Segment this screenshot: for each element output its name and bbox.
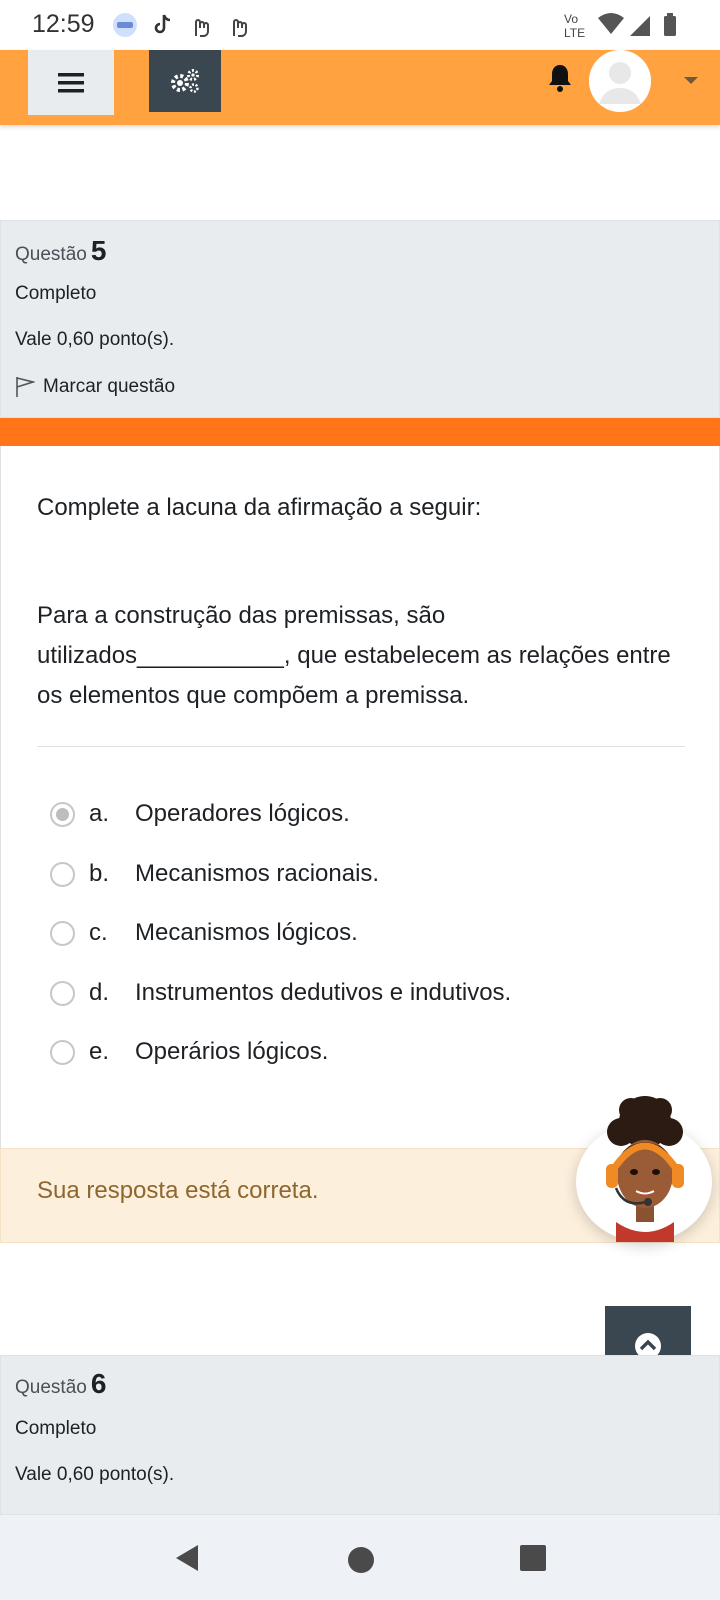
status-time: 12:59 — [32, 10, 95, 38]
wifi-icon — [598, 13, 624, 34]
hamburger-icon — [58, 72, 84, 94]
answer-option-d[interactable] — [50, 979, 511, 1007]
menu-button[interactable] — [28, 50, 114, 115]
bell-icon[interactable] — [546, 63, 574, 93]
assistant-avatar-icon — [576, 1092, 714, 1242]
back-icon[interactable] — [174, 1543, 200, 1573]
user-avatar-icon — [589, 50, 651, 112]
option-text: Mecanismos lógicos. — [135, 919, 358, 946]
option-text: Mecanismos racionais. — [135, 860, 380, 887]
answer-option-e[interactable] — [50, 1038, 328, 1066]
option-letter: e. — [89, 1038, 110, 1065]
svg-text:LTE: LTE — [564, 26, 586, 40]
question-grade: Vale 0,60 ponto(s). — [15, 1464, 175, 1485]
flag-label: Marcar questão — [43, 376, 176, 397]
option-letter: b. — [89, 860, 110, 887]
app-badge-icon — [112, 12, 138, 38]
caret-down-icon[interactable] — [684, 77, 698, 84]
answer-option-b[interactable] — [50, 860, 379, 888]
radio-e[interactable] — [50, 1040, 75, 1065]
status-bar — [0, 0, 720, 50]
system-status-icons — [564, 10, 694, 40]
radio-c[interactable] — [50, 921, 75, 946]
tiktok-icon — [150, 12, 176, 38]
option-text: Operários lógicos. — [135, 1038, 329, 1065]
question-stem: Para a construção das premissas, são utilizados___________, que estabelecem as relações entre os elementos que compõem a premissa. — [37, 602, 671, 709]
settings-button[interactable] — [149, 50, 221, 112]
question-content — [0, 446, 720, 1148]
answer-option-c[interactable] — [50, 919, 358, 947]
question-status: Completo — [15, 283, 97, 304]
home-icon[interactable] — [348, 1547, 374, 1573]
option-text: Operadores lógicos. — [135, 800, 350, 827]
volte-icon: Vo — [564, 12, 579, 26]
radio-b[interactable] — [50, 862, 75, 887]
gears-icon — [169, 67, 201, 95]
battery-icon — [664, 16, 676, 36]
divider — [37, 746, 685, 747]
question-prompt: Complete a lacuna da afirmação a seguir: — [37, 494, 482, 521]
question-info — [0, 1355, 720, 1515]
top-navbar — [0, 50, 720, 125]
answer-option-a[interactable] — [50, 800, 350, 828]
signal-icon — [630, 16, 650, 36]
question-info — [0, 220, 720, 418]
flag-question-link[interactable] — [15, 376, 175, 398]
flag-icon — [15, 376, 35, 398]
feedback-text: Sua resposta está correta. — [37, 1177, 319, 1204]
virtual-assistant-button[interactable] — [576, 1092, 714, 1242]
option-letter: d. — [89, 979, 110, 1006]
avatar[interactable] — [589, 50, 651, 112]
option-text: Instrumentos dedutivos e indutivos. — [135, 979, 512, 1006]
question-status: Completo — [15, 1418, 97, 1439]
radio-a[interactable] — [50, 802, 75, 827]
question-accent-bar — [0, 418, 720, 446]
system-navigation-bar — [0, 1515, 720, 1600]
radio-d[interactable] — [50, 981, 75, 1006]
option-letter: c. — [89, 919, 108, 946]
question-number: Questão 5 — [15, 235, 107, 266]
touch-icon — [188, 12, 214, 38]
question-grade: Vale 0,60 ponto(s). — [15, 329, 175, 350]
question-number: Questão 6 — [15, 1368, 107, 1399]
option-letter: a. — [89, 800, 110, 827]
touch-icon — [226, 12, 252, 38]
recent-apps-icon[interactable] — [520, 1545, 546, 1571]
